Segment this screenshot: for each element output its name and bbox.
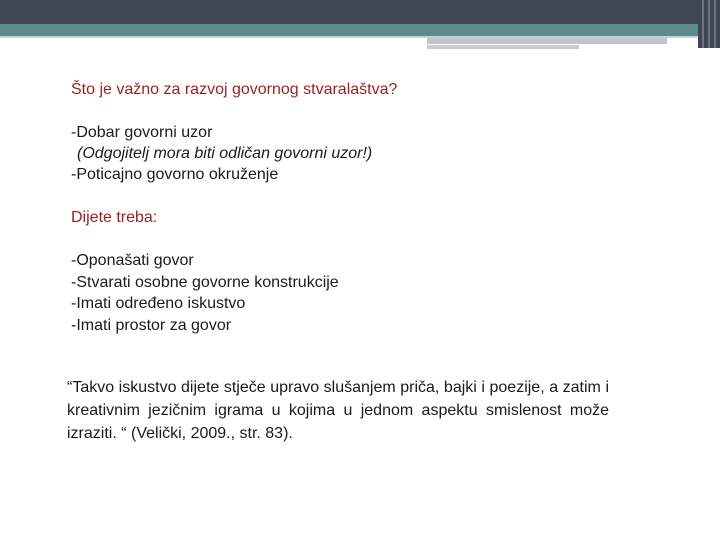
header-gray-bar (427, 38, 667, 44)
corner-stripe (708, 0, 710, 48)
header-corner-block (698, 0, 720, 48)
list-item: -Stvarati osobne govorne konstrukcije (71, 274, 339, 291)
list-item: -Oponašati govor (71, 252, 194, 269)
list-item-note: (Odgojitelj mora biti odličan govorni uzor!) (77, 145, 373, 162)
list-item: -Imati određeno iskustvo (71, 295, 246, 312)
dijete-heading: Dijete treba: (71, 209, 158, 226)
quote-paragraph: “Takvo iskustvo dijete stječe upravo slušanjem priča, bajki i poezije, a zatim i kreativnim jezičnim igrama u kojima u jednom aspektu smislenost može izraziti. “ (Velički, 2009., str. 83). (67, 379, 609, 442)
header-gray-line (427, 45, 579, 49)
list-item: -Dobar govorni uzor (71, 124, 213, 141)
question-heading: Što je važno za razvoj govornog stvaralaštva? (71, 81, 398, 98)
header-accent-bar (0, 24, 698, 36)
corner-stripe (714, 0, 716, 48)
list-item: -Poticajno govorno okruženje (71, 166, 279, 183)
list-item: -Imati prostor za govor (71, 317, 232, 334)
header-bar (0, 0, 720, 24)
corner-stripe (702, 0, 704, 48)
